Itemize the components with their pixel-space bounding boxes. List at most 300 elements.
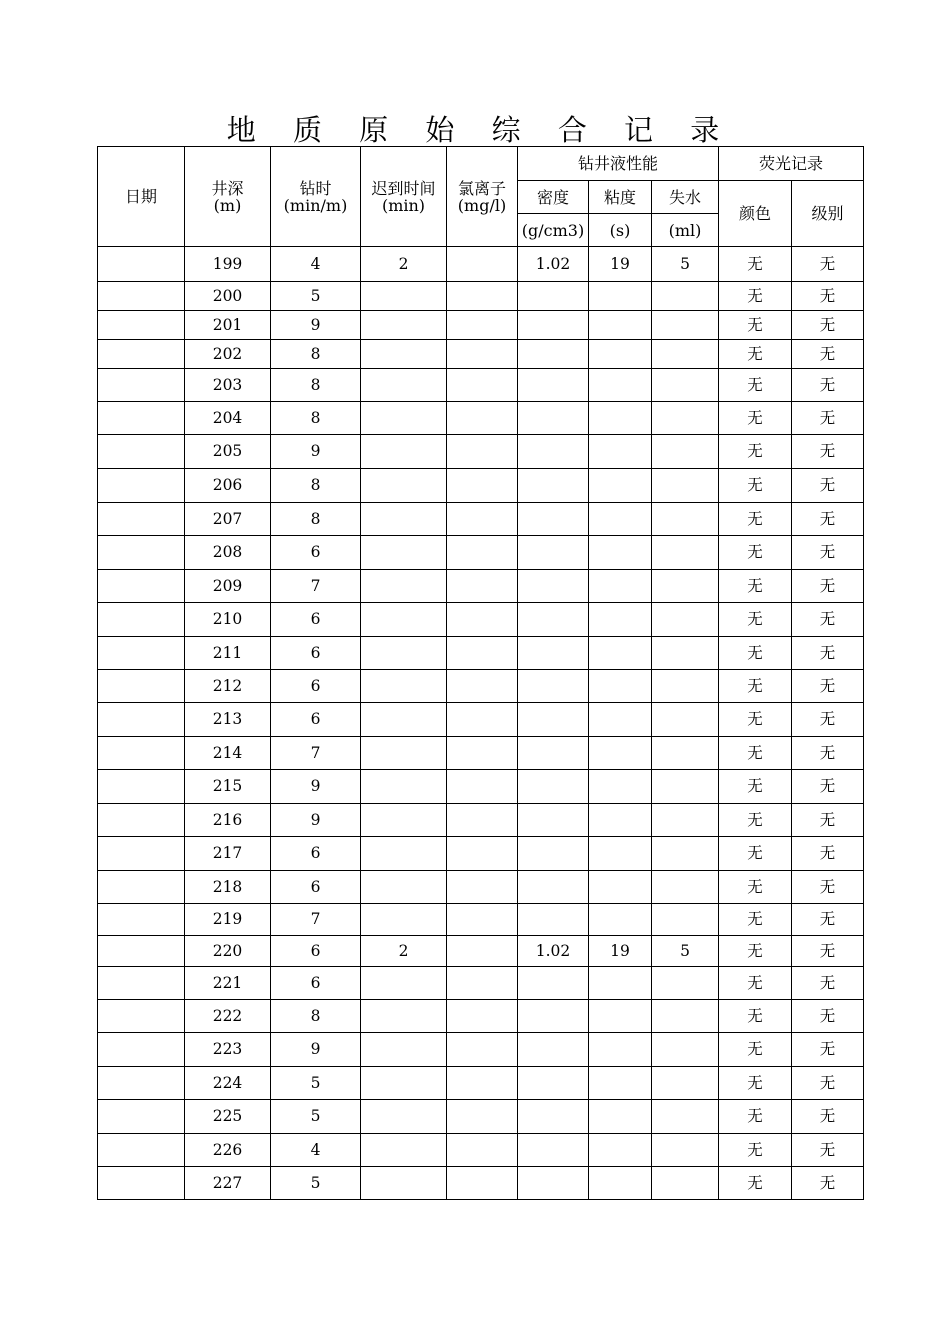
cell-chloride <box>447 402 518 435</box>
cell-level: 无 <box>792 1000 864 1033</box>
cell-water-loss <box>652 402 719 435</box>
cell-chloride <box>447 1167 518 1200</box>
cell-density <box>518 282 589 311</box>
cell-drill-time: 8 <box>271 503 361 536</box>
cell-viscosity <box>589 340 652 369</box>
cell-color: 无 <box>719 402 792 435</box>
cell-density <box>518 369 589 402</box>
cell-water-loss <box>652 904 719 936</box>
table-row <box>98 570 864 603</box>
page-title: 地 质 原 始 综 合 记 录 <box>226 113 734 147</box>
cell-lag-time <box>361 1100 447 1134</box>
cell-color: 无 <box>719 967 792 1000</box>
table-row <box>98 1100 864 1134</box>
cell-density <box>518 435 589 469</box>
cell-density: 1.02 <box>518 247 589 282</box>
cell-density <box>518 603 589 637</box>
cell-chloride <box>447 369 518 402</box>
cell-drill-time: 6 <box>271 936 361 967</box>
header-lag-time-unit: (min) <box>381 195 426 215</box>
table-row <box>98 503 864 536</box>
header-color: 颜色 <box>719 181 792 247</box>
cell-viscosity <box>589 603 652 637</box>
cell-water-loss <box>652 435 719 469</box>
table-row <box>98 340 864 369</box>
cell-level: 无 <box>792 904 864 936</box>
cell-drill-time: 9 <box>271 1033 361 1067</box>
cell-color: 无 <box>719 1033 792 1067</box>
cell-depth: 221 <box>185 967 271 1000</box>
cell-water-loss <box>652 770 719 804</box>
cell-viscosity <box>589 1067 652 1100</box>
cell-color: 无 <box>719 737 792 770</box>
cell-level: 无 <box>792 311 864 340</box>
cell-depth: 205 <box>185 435 271 469</box>
cell-date <box>98 503 185 536</box>
cell-density <box>518 637 589 670</box>
cell-depth: 200 <box>185 282 271 311</box>
cell-lag-time <box>361 637 447 670</box>
cell-level: 无 <box>792 570 864 603</box>
cell-color: 无 <box>719 1100 792 1134</box>
cell-lag-time <box>361 1134 447 1167</box>
cell-color: 无 <box>719 369 792 402</box>
cell-viscosity <box>589 1100 652 1134</box>
cell-level: 无 <box>792 435 864 469</box>
cell-chloride <box>447 536 518 570</box>
cell-color: 无 <box>719 770 792 804</box>
cell-level: 无 <box>792 603 864 637</box>
header-water-loss: 失水 <box>652 181 719 214</box>
cell-water-loss <box>652 1067 719 1100</box>
cell-viscosity <box>589 1033 652 1067</box>
header-depth <box>185 147 271 247</box>
cell-lag-time <box>361 536 447 570</box>
cell-chloride <box>447 1100 518 1134</box>
cell-viscosity <box>589 1167 652 1200</box>
cell-depth: 207 <box>185 503 271 536</box>
cell-drill-time: 6 <box>271 871 361 904</box>
cell-density <box>518 670 589 703</box>
cell-density <box>518 1167 589 1200</box>
cell-water-loss <box>652 503 719 536</box>
table-row <box>98 1067 864 1100</box>
table-row <box>98 770 864 804</box>
table-row <box>98 282 864 311</box>
cell-chloride <box>447 503 518 536</box>
cell-drill-time: 8 <box>271 1000 361 1033</box>
header-lag-time-label: 迟到时间 <box>371 178 436 198</box>
cell-chloride <box>447 603 518 637</box>
header-level: 级别 <box>792 181 864 247</box>
cell-date <box>98 402 185 435</box>
cell-color: 无 <box>719 703 792 737</box>
header-drill-time <box>271 147 361 247</box>
cell-date <box>98 1033 185 1067</box>
cell-drill-time: 5 <box>271 282 361 311</box>
cell-viscosity <box>589 837 652 871</box>
cell-color: 无 <box>719 340 792 369</box>
header-chloride-label: 氯离子 <box>457 178 506 198</box>
cell-lag-time <box>361 469 447 503</box>
cell-water-loss: 5 <box>652 247 719 282</box>
cell-density <box>518 311 589 340</box>
table-row <box>98 967 864 1000</box>
cell-density <box>518 1033 589 1067</box>
cell-depth: 208 <box>185 536 271 570</box>
cell-drill-time: 6 <box>271 703 361 737</box>
cell-lag-time <box>361 603 447 637</box>
cell-density <box>518 1000 589 1033</box>
cell-chloride <box>447 282 518 311</box>
cell-level: 无 <box>792 670 864 703</box>
header-fluid-properties: 钻井液性能 <box>518 147 719 181</box>
cell-viscosity <box>589 435 652 469</box>
cell-drill-time: 6 <box>271 603 361 637</box>
cell-level: 无 <box>792 804 864 837</box>
header-water-loss-unit: (ml) <box>652 214 719 247</box>
cell-level: 无 <box>792 369 864 402</box>
cell-depth: 211 <box>185 637 271 670</box>
cell-level: 无 <box>792 1167 864 1200</box>
cell-water-loss <box>652 469 719 503</box>
cell-drill-time: 9 <box>271 770 361 804</box>
cell-depth: 202 <box>185 340 271 369</box>
cell-drill-time: 8 <box>271 340 361 369</box>
table-row <box>98 1033 864 1067</box>
table-row <box>98 871 864 904</box>
cell-drill-time: 4 <box>271 247 361 282</box>
cell-drill-time: 8 <box>271 402 361 435</box>
cell-water-loss <box>652 967 719 1000</box>
table-row <box>98 469 864 503</box>
cell-lag-time <box>361 340 447 369</box>
cell-viscosity <box>589 737 652 770</box>
cell-date <box>98 435 185 469</box>
cell-water-loss <box>652 837 719 871</box>
cell-depth: 212 <box>185 670 271 703</box>
cell-depth: 209 <box>185 570 271 603</box>
cell-depth: 226 <box>185 1134 271 1167</box>
cell-water-loss <box>652 737 719 770</box>
cell-viscosity <box>589 804 652 837</box>
cell-density <box>518 536 589 570</box>
cell-density <box>518 837 589 871</box>
cell-depth: 204 <box>185 402 271 435</box>
cell-lag-time <box>361 904 447 936</box>
cell-date <box>98 1067 185 1100</box>
cell-viscosity <box>589 871 652 904</box>
cell-level: 无 <box>792 936 864 967</box>
cell-chloride <box>447 837 518 871</box>
cell-level: 无 <box>792 402 864 435</box>
cell-chloride <box>447 570 518 603</box>
table-row <box>98 703 864 737</box>
cell-density <box>518 770 589 804</box>
cell-density <box>518 503 589 536</box>
cell-depth: 214 <box>185 737 271 770</box>
cell-date <box>98 1167 185 1200</box>
cell-drill-time: 5 <box>271 1067 361 1100</box>
cell-depth: 225 <box>185 1100 271 1134</box>
cell-lag-time: 2 <box>361 936 447 967</box>
table-body <box>98 247 864 1200</box>
header-chloride-unit: (mg/l) <box>457 195 507 215</box>
cell-date <box>98 570 185 603</box>
cell-density <box>518 1067 589 1100</box>
cell-date <box>98 936 185 967</box>
cell-drill-time: 6 <box>271 837 361 871</box>
cell-drill-time: 9 <box>271 435 361 469</box>
cell-water-loss <box>652 1167 719 1200</box>
cell-depth: 201 <box>185 311 271 340</box>
cell-color: 无 <box>719 804 792 837</box>
table-row <box>98 1000 864 1033</box>
cell-density <box>518 804 589 837</box>
table-row <box>98 536 864 570</box>
cell-depth: 219 <box>185 904 271 936</box>
cell-viscosity <box>589 1000 652 1033</box>
cell-lag-time <box>361 703 447 737</box>
cell-color: 无 <box>719 670 792 703</box>
cell-color: 无 <box>719 1134 792 1167</box>
cell-density <box>518 469 589 503</box>
cell-density <box>518 871 589 904</box>
cell-water-loss <box>652 703 719 737</box>
cell-chloride <box>447 311 518 340</box>
cell-level: 无 <box>792 967 864 1000</box>
header-drill-time-label: 钻时 <box>299 178 332 198</box>
header-date: 日期 <box>98 147 185 247</box>
cell-color: 无 <box>719 1000 792 1033</box>
header-density: 密度 <box>518 181 589 214</box>
cell-date <box>98 282 185 311</box>
cell-level: 无 <box>792 770 864 804</box>
cell-color: 无 <box>719 1167 792 1200</box>
cell-depth: 203 <box>185 369 271 402</box>
cell-water-loss <box>652 804 719 837</box>
cell-depth: 220 <box>185 936 271 967</box>
cell-density <box>518 967 589 1000</box>
cell-depth: 223 <box>185 1033 271 1067</box>
cell-chloride <box>447 1067 518 1100</box>
cell-chloride <box>447 770 518 804</box>
cell-level: 无 <box>792 340 864 369</box>
cell-color: 无 <box>719 570 792 603</box>
cell-date <box>98 1000 185 1033</box>
cell-lag-time <box>361 1000 447 1033</box>
cell-viscosity <box>589 670 652 703</box>
cell-date <box>98 804 185 837</box>
cell-chloride <box>447 637 518 670</box>
table-row <box>98 435 864 469</box>
cell-drill-time: 8 <box>271 469 361 503</box>
cell-date <box>98 737 185 770</box>
cell-water-loss <box>652 570 719 603</box>
cell-chloride <box>447 1000 518 1033</box>
cell-lag-time <box>361 435 447 469</box>
cell-water-loss <box>652 282 719 311</box>
cell-date <box>98 670 185 703</box>
cell-level: 无 <box>792 1033 864 1067</box>
cell-water-loss <box>652 637 719 670</box>
cell-lag-time <box>361 282 447 311</box>
cell-viscosity <box>589 469 652 503</box>
table-row <box>98 737 864 770</box>
cell-depth: 215 <box>185 770 271 804</box>
cell-level: 无 <box>792 1134 864 1167</box>
cell-color: 无 <box>719 936 792 967</box>
cell-water-loss <box>652 369 719 402</box>
cell-level: 无 <box>792 871 864 904</box>
cell-date <box>98 1134 185 1167</box>
table-row <box>98 369 864 402</box>
cell-level: 无 <box>792 1067 864 1100</box>
cell-color: 无 <box>719 282 792 311</box>
cell-lag-time <box>361 570 447 603</box>
header-viscosity-unit: (s) <box>589 214 652 247</box>
cell-drill-time: 7 <box>271 570 361 603</box>
table-row <box>98 637 864 670</box>
cell-level: 无 <box>792 503 864 536</box>
cell-drill-time: 7 <box>271 904 361 936</box>
cell-lag-time <box>361 804 447 837</box>
cell-chloride <box>447 804 518 837</box>
cell-level: 无 <box>792 536 864 570</box>
cell-chloride <box>447 871 518 904</box>
table-row <box>98 402 864 435</box>
cell-date <box>98 469 185 503</box>
cell-water-loss <box>652 670 719 703</box>
cell-viscosity <box>589 570 652 603</box>
cell-drill-time: 9 <box>271 311 361 340</box>
cell-viscosity <box>589 904 652 936</box>
cell-viscosity <box>589 311 652 340</box>
cell-drill-time: 5 <box>271 1100 361 1134</box>
cell-water-loss <box>652 311 719 340</box>
cell-color: 无 <box>719 469 792 503</box>
cell-water-loss <box>652 1033 719 1067</box>
cell-color: 无 <box>719 247 792 282</box>
cell-chloride <box>447 670 518 703</box>
cell-drill-time: 6 <box>271 637 361 670</box>
table-header <box>98 147 864 247</box>
cell-drill-time: 6 <box>271 536 361 570</box>
cell-depth: 224 <box>185 1067 271 1100</box>
cell-level: 无 <box>792 1100 864 1134</box>
table-row <box>98 804 864 837</box>
cell-color: 无 <box>719 837 792 871</box>
table-row <box>98 603 864 637</box>
cell-viscosity <box>589 967 652 1000</box>
table-row <box>98 670 864 703</box>
cell-drill-time: 9 <box>271 804 361 837</box>
cell-viscosity <box>589 369 652 402</box>
cell-viscosity <box>589 1134 652 1167</box>
cell-chloride <box>447 967 518 1000</box>
cell-chloride <box>447 936 518 967</box>
cell-date <box>98 1100 185 1134</box>
cell-water-loss <box>652 1100 719 1134</box>
cell-depth: 210 <box>185 603 271 637</box>
header-chloride <box>447 147 518 247</box>
cell-lag-time <box>361 311 447 340</box>
cell-density <box>518 402 589 435</box>
cell-density <box>518 340 589 369</box>
cell-chloride <box>447 703 518 737</box>
cell-density: 1.02 <box>518 936 589 967</box>
cell-lag-time <box>361 967 447 1000</box>
cell-viscosity <box>589 402 652 435</box>
cell-depth: 227 <box>185 1167 271 1200</box>
geology-record-table <box>97 146 864 1200</box>
cell-date <box>98 837 185 871</box>
cell-chloride <box>447 1033 518 1067</box>
cell-color: 无 <box>719 1067 792 1100</box>
cell-density <box>518 703 589 737</box>
cell-lag-time <box>361 837 447 871</box>
cell-viscosity: 19 <box>589 247 652 282</box>
cell-date <box>98 770 185 804</box>
cell-lag-time <box>361 1067 447 1100</box>
cell-drill-time: 6 <box>271 670 361 703</box>
cell-depth: 222 <box>185 1000 271 1033</box>
cell-date <box>98 369 185 402</box>
cell-lag-time <box>361 670 447 703</box>
cell-density <box>518 1100 589 1134</box>
table-row <box>98 1134 864 1167</box>
cell-density <box>518 570 589 603</box>
cell-viscosity <box>589 703 652 737</box>
cell-lag-time: 2 <box>361 247 447 282</box>
cell-lag-time <box>361 503 447 536</box>
cell-density <box>518 904 589 936</box>
cell-chloride <box>447 904 518 936</box>
cell-date <box>98 603 185 637</box>
cell-viscosity <box>589 503 652 536</box>
cell-color: 无 <box>719 871 792 904</box>
cell-date <box>98 536 185 570</box>
header-drill-time-unit: (min/m) <box>283 195 348 215</box>
header-depth-unit: (m) <box>213 195 242 215</box>
cell-color: 无 <box>719 435 792 469</box>
table-row <box>98 904 864 936</box>
cell-water-loss <box>652 536 719 570</box>
header-viscosity: 粘度 <box>589 181 652 214</box>
table-row <box>98 311 864 340</box>
cell-drill-time: 8 <box>271 369 361 402</box>
cell-chloride <box>447 469 518 503</box>
cell-water-loss: 5 <box>652 936 719 967</box>
cell-date <box>98 904 185 936</box>
cell-depth: 217 <box>185 837 271 871</box>
cell-viscosity <box>589 282 652 311</box>
cell-level: 无 <box>792 703 864 737</box>
cell-drill-time: 7 <box>271 737 361 770</box>
cell-color: 无 <box>719 603 792 637</box>
cell-level: 无 <box>792 247 864 282</box>
cell-lag-time <box>361 1167 447 1200</box>
cell-date <box>98 311 185 340</box>
cell-lag-time <box>361 402 447 435</box>
cell-chloride <box>447 737 518 770</box>
cell-drill-time: 4 <box>271 1134 361 1167</box>
cell-depth: 199 <box>185 247 271 282</box>
cell-date <box>98 340 185 369</box>
cell-depth: 216 <box>185 804 271 837</box>
cell-water-loss <box>652 340 719 369</box>
cell-drill-time: 6 <box>271 967 361 1000</box>
